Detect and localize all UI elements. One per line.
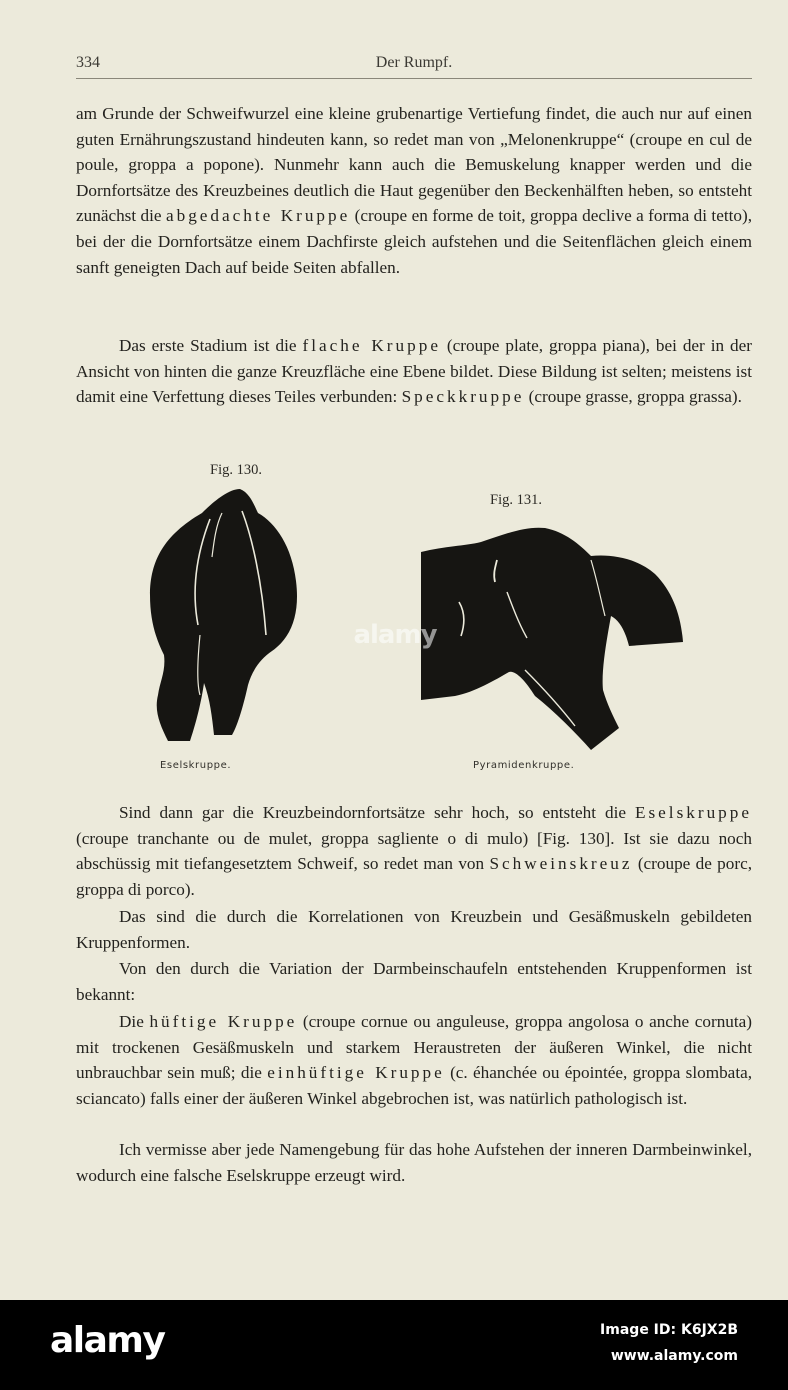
term-abgedachte-kruppe: abgedachte Kruppe bbox=[165, 206, 351, 226]
paragraph-7: Ich vermisse aber jede Namengebung für das hohe Aufstehen der inneren Darmbeinwinkel, wodurch eine falsche Eselskruppe erzeugt wird. bbox=[76, 1140, 752, 1185]
image-id: Image ID: K6JX2B bbox=[600, 1322, 738, 1338]
term-hueftige-kruppe: hüftige Kruppe bbox=[149, 1012, 298, 1031]
term-eselskruppe: Eselskruppe bbox=[634, 803, 752, 822]
paragraph-3: Sind dann gar die Kreuzbeindornfortsätze sehr hoch, so entsteht die Eselskruppe (croupe tranchante ou de mulet, groppa sagliente o di mulo) [Fig. 130]. Ist sie dazu noch abschüssig mit tiefangesetztem Schweif, so redet man von Schweinskreuz (croupe de porc, groppa di porco). bbox=[76, 803, 753, 899]
term-flache-kruppe: flache Kruppe bbox=[302, 336, 441, 355]
watermark: alamy bbox=[353, 620, 437, 650]
term-schweinskreuz: Schweinskreuz bbox=[489, 854, 633, 874]
paragraph-2: Das erste Stadium ist die flache Kruppe (croupe plate, groppa piana), bei der in der Ansicht von hinten die ganze Kreuzfläche eine Ebene bildet. Diese Bildung ist selten; meistens ist damit eine Verfettung dieses Teiles verbunden: Speckkruppe (croupe grasse, groppa grassa). bbox=[76, 336, 752, 407]
paragraph-6: Die hüftige Kruppe (croupe cornue ou anguleuse, groppa angolosa o anche cornuta) mit trockenen Gesäßmuskeln und starkem Heraustreten der äußeren Winkel, die nicht unbrauchbar sein muß; die einhüftige Kruppe (c. éhanchée ou épointée, groppa slombata, sciancato) falls einer der äußeren Winkel abgebrochen ist, was natürlich pathologisch ist. bbox=[76, 1012, 753, 1108]
footer-url: www.alamy.com bbox=[610, 1348, 738, 1364]
fig-130-label: Fig. 130. bbox=[210, 462, 262, 478]
page-number: 334 bbox=[76, 54, 100, 71]
term-speckkruppe: Speckkruppe bbox=[401, 387, 525, 407]
running-title: Der Rumpf. bbox=[375, 54, 453, 71]
page-header bbox=[76, 54, 752, 79]
fig-130-caption: Eselskruppe. bbox=[160, 760, 232, 771]
term-einhueftige-kruppe: einhüftige Kruppe bbox=[267, 1063, 445, 1083]
paragraph-1: am Grunde der Schweifwurzel eine kleine grubenartige Vertiefung findet, die auch nur auf einen guten Ernährungszustand hindeuten kann, so redet man von „Melonenkruppe“ (croupe en cul de poule, groppa a popone). Nunmehr kann auch die Bemuskelung knapper werden und die Dornfortsätze des Kreuzbeines deutlich die Haut gegenüber den Beckenhälften heben, so entsteht zunächst die abgedachte Kruppe (croupe en forme de toit, groppa declive a forma di tetto), bei der die Dornfortsätze einem Dachfirste gleich aufstehen und die Seitenflächen gleich einem sanft geneigten Dach auf beide Seiten abfallen. bbox=[76, 104, 752, 277]
stock-footer-bar bbox=[0, 1300, 788, 1390]
fig-131-illustration bbox=[415, 520, 690, 755]
alamy-logo: alamy bbox=[50, 1320, 165, 1361]
paragraph-4: Das sind die durch die Korrelationen von Kreuzbein und Gesäßmuskeln gebildeten Kruppenformen. bbox=[76, 907, 752, 952]
fig-130-illustration bbox=[140, 485, 310, 750]
fig-131-caption: Pyramidenkruppe. bbox=[473, 760, 575, 771]
paragraph-5: Von den durch die Variation der Darmbeinschaufeln entstehenden Kruppenformen ist bekannt: bbox=[76, 959, 752, 1004]
fig-131-label: Fig. 131. bbox=[490, 492, 542, 508]
